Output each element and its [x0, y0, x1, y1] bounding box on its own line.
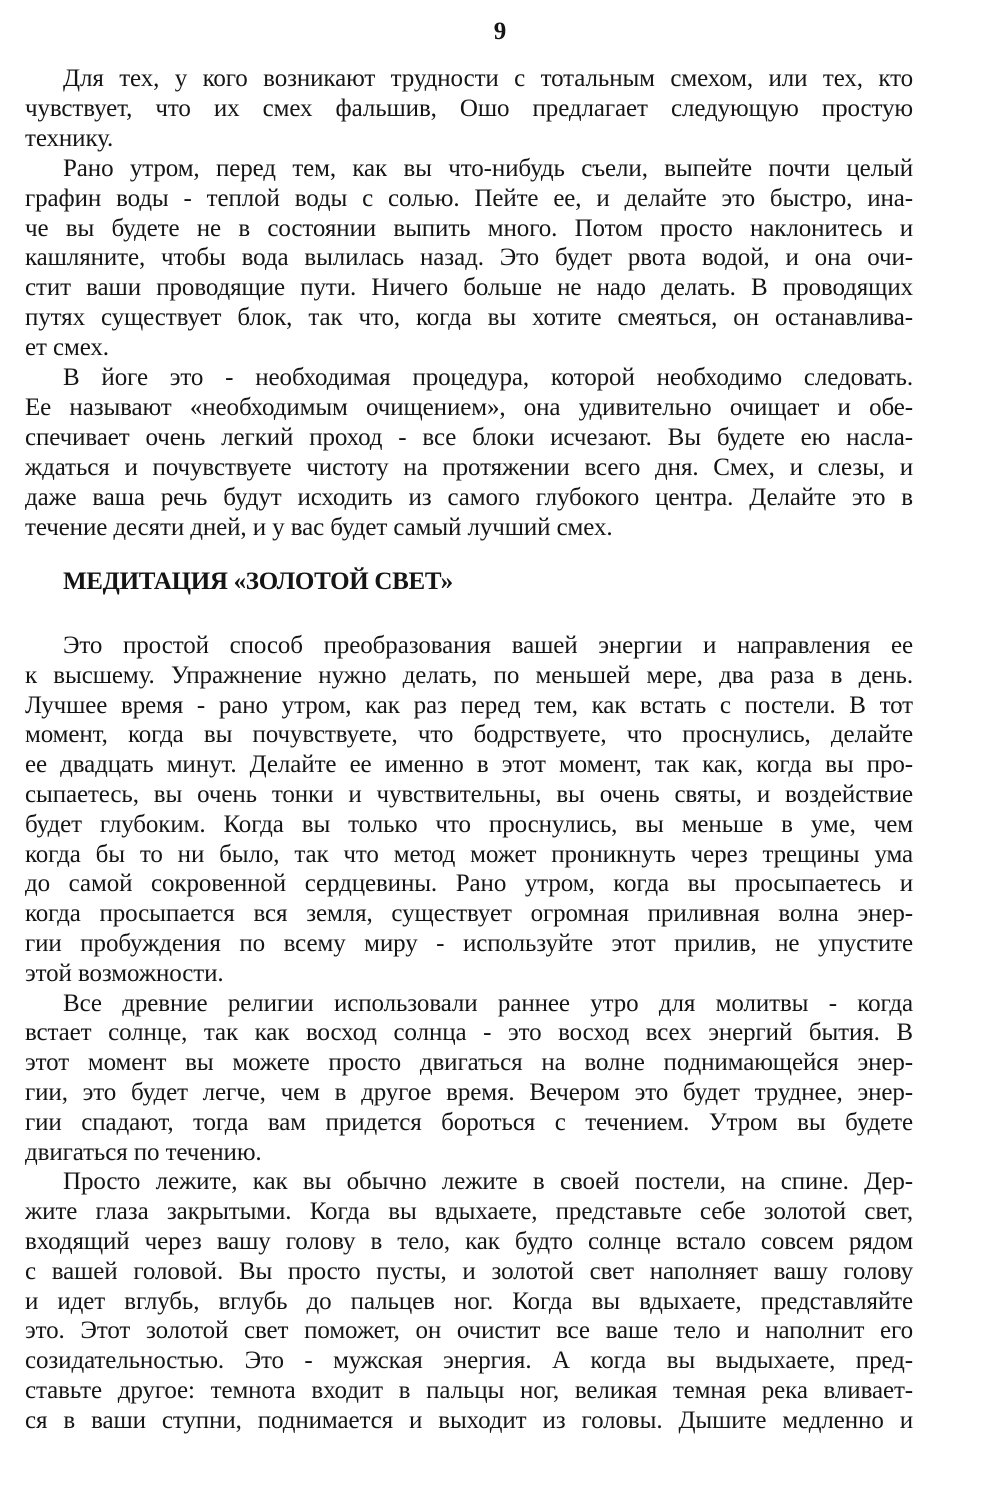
text-line: Ее называют «необходимым очищением», она удивительно очищает и обе-: [25, 393, 913, 421]
text-line: кашляните, чтобы вода вылилась назад. Это будет рвота водой, и она очи-: [25, 244, 913, 272]
text-line: путях существует блок, так что, когда вы хотите смеяться, он останавлива-: [25, 304, 913, 332]
text-line: Рано утром, перед тем, как вы что-нибудь съели, выпейте почти целый: [63, 154, 913, 182]
text-line: Для тех, у кого возникают трудности с тотальным смехом, или тех, кто: [63, 65, 913, 92]
text-line: гии спадают, тогда вам придется бороться с течением. Утром вы будете: [25, 1108, 913, 1136]
text-line: ждаться и почувствуете чистоту на протяжении всего дня. Смех, и слезы, и: [25, 453, 913, 481]
text-line: жите глаза закрытыми. Когда вы вдыхаете, представьте себе золотой свет,: [25, 1198, 913, 1226]
text-line: че вы будете не в состоянии выпить много. Потом просто наклонитесь и: [25, 214, 913, 242]
text-line: спечивает очень легкий проход - все блоки исчезают. Вы будете ею насла-: [25, 423, 913, 451]
text-line: технику.: [25, 124, 114, 152]
text-line: встает солнце, так как восход солнца - это восход всех энергий бытия. В: [25, 1019, 913, 1047]
text-line: чувствует, что их смех фальшив, Ошо предлагает следующую простую: [25, 94, 913, 122]
text-line: когда просыпается вся земля, существует огромная приливная волна энер-: [25, 900, 913, 928]
text-line: ся в ваши ступни, поднимается и выходит из головы. Дышите медленно и: [25, 1406, 913, 1434]
text-line: до самой сокровенной сердцевины. Рано утром, когда вы просыпаетесь и: [25, 870, 913, 898]
text-line: момент, когда вы почувствуете, что бодрствуете, что проснулись, делайте: [25, 721, 913, 749]
text-line: Это простой способ преобразования вашей энергии и направления ее: [63, 632, 913, 659]
text-line: В йоге это - необходимая процедура, которой необходимо следовать.: [63, 364, 913, 391]
text-line: входящий через вашу голову в тело, как будто солнце встало совсем рядом: [25, 1228, 913, 1255]
text-line: двигаться по течению.: [25, 1138, 262, 1166]
text-line: созидательностью. Это - мужская энергия. А когда вы выдыхаете, пред-: [25, 1347, 913, 1375]
text-line: к высшему. Упражнение нужно делать, по меньшей мере, два раза в день.: [25, 661, 913, 689]
text-line: гии, это будет легче, чем в другое время. Вечером это будет труднее, энер-: [25, 1079, 913, 1106]
text-line: этой возможности.: [25, 959, 224, 987]
text-line: ставьте другое: темнота входит в пальцы ног, великая темная река вливает-: [25, 1377, 913, 1404]
text-line: когда бы то ни было, так что метод может проникнуть через трещины ума: [25, 840, 913, 868]
text-line: сыпаетесь, вы очень тонки и чувствительны, вы очень святы, и воздействие: [25, 781, 913, 808]
text-line: стит ваши проводящие пути. Ничего больше не надо делать. В проводящих: [25, 274, 913, 302]
text-line: Просто лежите, как вы обычно лежите в своей постели, на спине. Дер-: [63, 1168, 913, 1196]
text-line: гии пробуждения по всему миру - используйте этот прилив, не упустите: [25, 930, 913, 957]
text-line: будет глубоким. Когда вы только что проснулись, вы меньше в уме, чем: [25, 810, 913, 838]
page-number: 9: [493, 18, 507, 45]
text-line: даже ваша речь будут исходить из самого глубокого центра. Делайте это в: [25, 483, 913, 511]
text-line: графин воды - теплой воды с солью. Пейте ее, и делайте это быстро, ина-: [25, 184, 913, 212]
text-line: этот момент вы можете просто двигаться на волне поднимающейся энер-: [25, 1049, 913, 1077]
text-line: ее двадцать минут. Делайте ее именно в этот момент, так как, когда вы про-: [25, 751, 913, 779]
text-line: течение десяти дней, и у вас будет самый лучший смех.: [25, 513, 613, 541]
text-line: Все древние религии использовали раннее утро для молитвы - когда: [63, 989, 913, 1017]
text-line: с вашей головой. Вы просто пусты, и золотой свет наполняет вашу голову: [25, 1257, 913, 1285]
section-heading: МЕДИТАЦИЯ «ЗОЛОТОЙ СВЕТ»: [63, 568, 453, 595]
text-line: это. Этот золотой свет поможет, он очистит все ваше тело и наполнит его: [25, 1317, 913, 1345]
text-line: и идет вглубь, вглубь до пальцев ног. Когда вы вдыхаете, представляйте: [25, 1287, 913, 1315]
text-line: ет смех.: [25, 334, 109, 362]
text-line: Лучшее время - рано утром, как раз перед тем, как встать с постели. В тот: [25, 691, 913, 719]
